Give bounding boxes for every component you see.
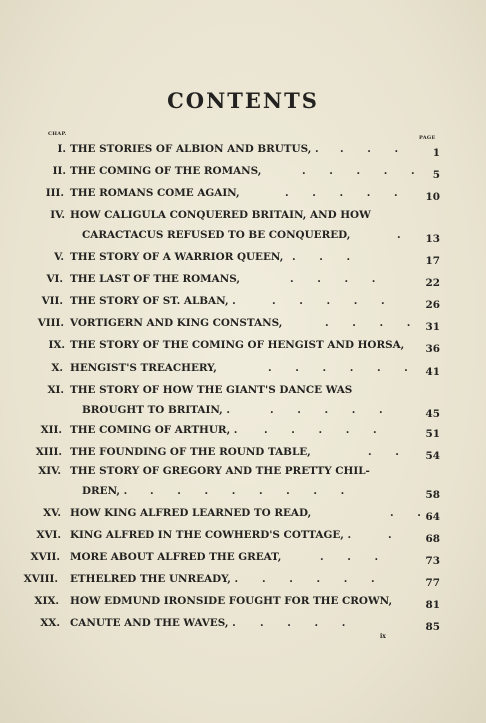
dot-leaders: . . . . . .: [268, 362, 418, 374]
chapter-title-continued: BROUGHT TO BRITAIN, .: [82, 404, 231, 416]
chapter-title: VORTIGERN AND KING CONSTANS,: [70, 317, 283, 329]
chapter-title: THE STORY OF GREGORY AND THE PRETTY CHIL-: [70, 465, 370, 477]
dot-leaders: . . .: [292, 251, 361, 263]
page-number: 73: [425, 555, 440, 567]
chapter-number: XIX.: [34, 595, 59, 607]
chapter-title: HOW KING ALFRED LEARNED TO READ,: [70, 507, 312, 519]
chapter-number: IX.: [48, 339, 65, 351]
chapter-title: THE COMING OF ARTHUR, .: [70, 424, 238, 436]
page-number: 10: [425, 191, 440, 203]
page-number: 77: [425, 577, 440, 589]
chapter-title: CANUTE AND THE WAVES, .: [70, 617, 236, 629]
chapter-number: XII.: [40, 424, 62, 436]
page-number: 1: [432, 147, 440, 159]
page-number: 68: [425, 533, 440, 545]
dot-leaders: .: [397, 229, 411, 241]
dot-leaders: . . .: [320, 551, 389, 563]
chapter-number: VI.: [46, 273, 63, 285]
chapter-number: XI.: [47, 384, 64, 396]
page-number: 36: [425, 343, 440, 355]
chapter-number: II.: [52, 165, 66, 177]
page-number: 22: [425, 277, 440, 289]
dot-leaders: . . . . . . . .: [150, 485, 355, 497]
dot-leaders: . . . . .: [270, 404, 393, 416]
chapter-number: XVIII.: [23, 573, 58, 585]
chapter-title: THE STORY OF HOW THE GIANT'S DANCE WAS: [70, 384, 353, 396]
dot-leaders: . . . . .: [272, 295, 395, 307]
page-number: 85: [425, 621, 440, 633]
dot-leaders: .: [388, 529, 402, 541]
page-number: 45: [425, 408, 440, 420]
chapter-title: THE LAST OF THE ROMANS,: [70, 273, 240, 285]
chapter-number: VII.: [41, 295, 63, 307]
chapter-title: THE FOUNDING OF THE ROUND TABLE,: [70, 446, 311, 458]
chapter-title-continued: CARACTACUS REFUSED TO BE CONQUERED,: [82, 229, 351, 241]
chapter-number: XIV.: [38, 465, 61, 477]
page-number: 64: [425, 511, 440, 523]
page-number: 51: [425, 428, 440, 440]
chapter-number: VIII.: [37, 317, 64, 329]
dot-leaders: . . . . .: [264, 424, 387, 436]
chapter-number: III.: [45, 187, 64, 199]
chapter-title: THE STORIES OF ALBION AND BRUTUS, .: [70, 143, 319, 155]
dot-leaders: . . . . .: [285, 187, 408, 199]
dot-leaders: . . .: [340, 143, 409, 155]
chapter-title: THE STORY OF ST. ALBAN, .: [70, 295, 236, 307]
chapter-title: THE ROMANS COME AGAIN,: [70, 187, 240, 199]
dot-leaders: . . . . .: [302, 165, 425, 177]
page-number: 17: [425, 255, 440, 267]
page-number: 54: [425, 450, 440, 462]
chapter-title: HOW EDMUND IRONSIDE FOUGHT FOR THE CROWN,: [70, 595, 393, 607]
page-column-header: PAGE: [419, 135, 436, 141]
dot-leaders: . . . .: [290, 273, 386, 285]
page-folio: ix: [380, 633, 386, 640]
chapter-column-header: CHAP.: [48, 131, 67, 137]
chapter-title: KING ALFRED IN THE COWHERD'S COTTAGE, .: [70, 529, 352, 541]
dot-leaders: . . . .: [260, 617, 356, 629]
chapter-number: XX.: [40, 617, 60, 629]
dot-leaders: . .: [390, 507, 431, 519]
chapter-number: XVII.: [30, 551, 60, 563]
page-number: 58: [425, 489, 440, 501]
chapter-number: X.: [51, 362, 63, 374]
chapter-number: XV.: [43, 507, 61, 519]
chapter-title: THE STORY OF THE COMING OF HENGIST AND HORSA,: [70, 339, 405, 351]
page-number: 26: [425, 299, 440, 311]
page-number: 31: [425, 321, 440, 333]
chapter-title: HENGIST'S TREACHERY,: [70, 362, 217, 374]
chapter-title: THE COMING OF THE ROMANS,: [70, 165, 262, 177]
page-number: 5: [432, 169, 440, 181]
page-title: CONTENTS: [167, 88, 319, 113]
page-number: 13: [425, 233, 440, 245]
chapter-title: HOW CALIGULA CONQUERED BRITAIN, AND HOW: [70, 209, 371, 221]
chapter-number: IV.: [50, 209, 65, 221]
chapter-title: THE STORY OF A WARRIOR QUEEN,: [70, 251, 284, 263]
page-number: 41: [425, 366, 440, 378]
page-number: 81: [425, 599, 440, 611]
dot-leaders: . .: [368, 446, 409, 458]
chapter-number: I.: [57, 143, 66, 155]
chapter-number: XIII.: [35, 446, 62, 458]
chapter-title: MORE ABOUT ALFRED THE GREAT,: [70, 551, 282, 563]
chapter-number: V.: [54, 251, 64, 263]
chapter-title-continued: DREN, .: [82, 485, 128, 497]
dot-leaders: . . . . .: [262, 573, 385, 585]
chapter-number: XVI.: [36, 529, 61, 541]
chapter-title: ETHELRED THE UNREADY, .: [70, 573, 239, 585]
dot-leaders: . . . .: [325, 317, 421, 329]
